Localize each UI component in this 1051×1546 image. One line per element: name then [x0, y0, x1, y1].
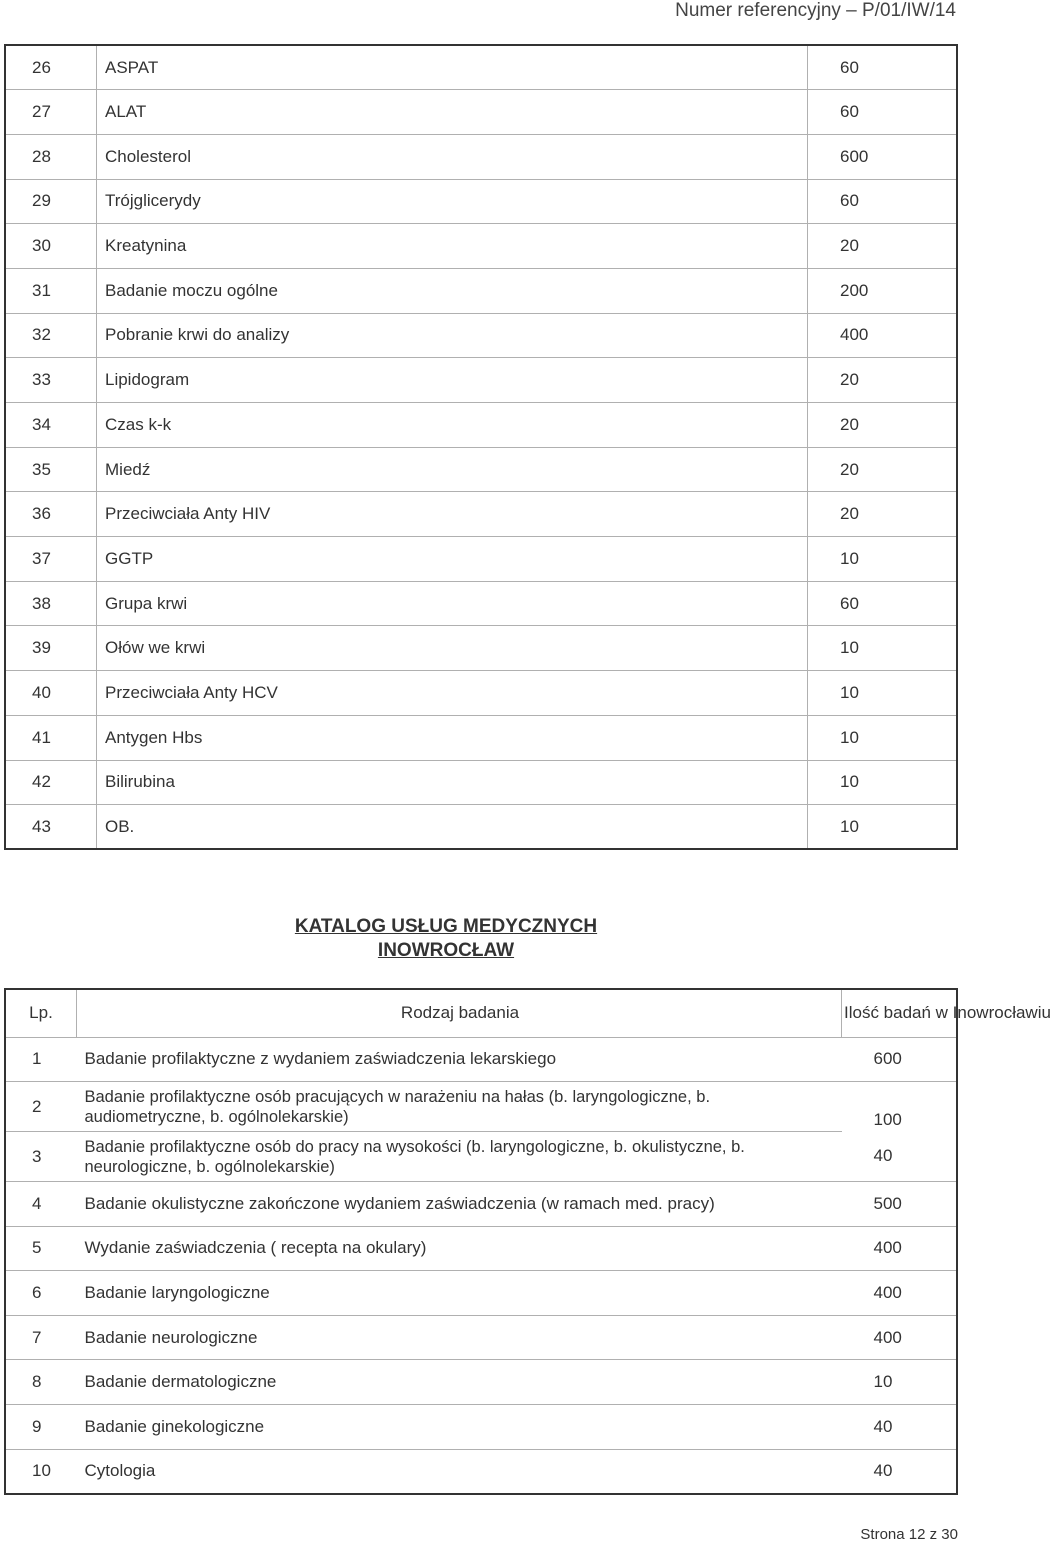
table-row [5, 1132, 957, 1182]
table-row [5, 715, 957, 760]
row-name: Wydanie zaświadczenia ( recepta na okulary) [77, 1226, 842, 1271]
row-qty: 10 [808, 760, 958, 805]
table-row [5, 179, 957, 224]
row-qty: 400 [842, 1271, 958, 1316]
table-row [5, 1360, 957, 1405]
reference-number: Numer referencyjny – P/01/IW/14 [675, 0, 956, 21]
table-row [5, 90, 957, 135]
table-row [5, 805, 957, 850]
table-row [5, 537, 957, 582]
table-row [5, 1226, 957, 1271]
row-lp: 30 [5, 224, 97, 269]
row-lp: 39 [5, 626, 97, 671]
row-lp: 40 [5, 671, 97, 716]
row-lp: 5 [5, 1226, 77, 1271]
table-row [5, 492, 957, 537]
medical-services-table [4, 988, 1051, 1495]
header-qty: Ilość badań w Inowrocławiu [842, 989, 958, 1037]
row-lp: 8 [5, 1360, 77, 1405]
row-name: Badanie neurologiczne [77, 1315, 842, 1360]
row-qty: 10 [808, 715, 958, 760]
row-name: Bilirubina [97, 760, 808, 805]
row-lp: 33 [5, 358, 97, 403]
page-number: Strona 12 z 30 [860, 1526, 958, 1543]
lab-tests-table-body [5, 45, 957, 849]
row-lp: 34 [5, 403, 97, 448]
table-row [5, 134, 957, 179]
row-name: Miedź [97, 447, 808, 492]
row-qty: 40 [842, 1132, 958, 1182]
row-qty: 10 [808, 671, 958, 716]
row-name: Przeciwciała Anty HCV [97, 671, 808, 716]
row-lp: 43 [5, 805, 97, 850]
row-qty: 20 [808, 358, 958, 403]
row-lp: 28 [5, 134, 97, 179]
catalog-title: KATALOG USŁUG MEDYCZNYCH [294, 916, 598, 937]
row-name: OB. [97, 805, 808, 850]
header-lp: Lp. [5, 989, 77, 1037]
row-name: Lipidogram [97, 358, 808, 403]
row-qty: 60 [808, 90, 958, 135]
header-name: Rodzaj badania [77, 989, 842, 1037]
row-lp: 42 [5, 760, 97, 805]
row-name: GGTP [97, 537, 808, 582]
row-qty: 10 [842, 1360, 958, 1405]
row-qty: 60 [808, 581, 958, 626]
row-qty: 400 [808, 313, 958, 358]
row-qty: 200 [808, 268, 958, 313]
table-row [5, 1182, 957, 1227]
table-row [5, 313, 957, 358]
row-name: Badanie profilaktyczne osób do pracy na wysokości (b. laryngologiczne, b. okulistyczne, b. neurologiczne, b. ogólnolekarskie) [77, 1132, 842, 1182]
row-lp: 36 [5, 492, 97, 537]
table-row [5, 1315, 957, 1360]
row-qty: 500 [842, 1182, 958, 1227]
row-qty: 20 [808, 224, 958, 269]
row-name: Badanie ginekologiczne [77, 1405, 842, 1450]
row-qty: 20 [808, 492, 958, 537]
row-lp: 37 [5, 537, 97, 582]
row-name: Badanie moczu ogólne [97, 268, 808, 313]
row-lp: 35 [5, 447, 97, 492]
row-lp: 2 [5, 1082, 77, 1132]
row-lp: 9 [5, 1405, 77, 1450]
table-row [5, 447, 957, 492]
row-lp: 26 [5, 45, 97, 90]
table-row [5, 1082, 957, 1132]
row-name: Cytologia [77, 1449, 842, 1494]
row-name: Kreatynina [97, 224, 808, 269]
row-qty: 40 [842, 1449, 958, 1494]
row-lp: 4 [5, 1182, 77, 1227]
row-name: Badanie laryngologiczne [77, 1271, 842, 1316]
row-lp: 6 [5, 1271, 77, 1316]
row-lp: 10 [5, 1449, 77, 1494]
row-qty: 600 [808, 134, 958, 179]
row-qty: 40 [842, 1405, 958, 1450]
table-row [5, 45, 957, 90]
table-row [5, 224, 957, 269]
row-name: ASPAT [97, 45, 808, 90]
row-name: Badanie okulistyczne zakończone wydaniem zaświadczenia (w ramach med. pracy) [77, 1182, 842, 1227]
table-row [5, 581, 957, 626]
table-row [5, 1449, 957, 1494]
row-qty: 10 [808, 626, 958, 671]
row-name: Cholesterol [97, 134, 808, 179]
row-qty: 60 [808, 179, 958, 224]
table-row [5, 1037, 957, 1082]
row-qty: 60 [808, 45, 958, 90]
row-name: Czas k-k [97, 403, 808, 448]
table-row [5, 1405, 957, 1450]
row-name: Antygen Hbs [97, 715, 808, 760]
row-lp: 3 [5, 1132, 77, 1182]
table-row [5, 268, 957, 313]
row-name: Grupa krwi [97, 581, 808, 626]
table-row [5, 671, 957, 716]
table-row [5, 760, 957, 805]
table-row [5, 1271, 957, 1316]
row-name: Ołów we krwi [97, 626, 808, 671]
table-header-row [5, 989, 957, 1037]
table-row [5, 626, 957, 671]
row-lp: 41 [5, 715, 97, 760]
row-qty: 600 [842, 1037, 958, 1082]
medical-services-table-body [5, 989, 1051, 1494]
row-name: Badanie profilaktyczne z wydaniem zaświadczenia lekarskiego [77, 1037, 842, 1082]
row-lp: 27 [5, 90, 97, 135]
row-name: Badanie profilaktyczne osób pracujących w narażeniu na hałas (b. laryngologiczne, b. audiometryczne, b. ogólnolekarskie) [77, 1082, 842, 1132]
row-lp: 1 [5, 1037, 77, 1082]
row-lp: 7 [5, 1315, 77, 1360]
row-lp: 29 [5, 179, 97, 224]
row-name: Przeciwciała Anty HIV [97, 492, 808, 537]
row-qty: 20 [808, 447, 958, 492]
row-qty: 10 [808, 805, 958, 850]
table-row [5, 403, 957, 448]
row-lp: 32 [5, 313, 97, 358]
row-qty: 20 [808, 403, 958, 448]
row-qty: 400 [842, 1315, 958, 1360]
row-name: Badanie dermatologiczne [77, 1360, 842, 1405]
catalog-city: INOWROCŁAW [377, 940, 515, 961]
row-qty: 100 [842, 1082, 958, 1132]
row-name: ALAT [97, 90, 808, 135]
row-qty: 10 [808, 537, 958, 582]
lab-tests-table [4, 44, 958, 850]
row-qty: 400 [842, 1226, 958, 1271]
row-lp: 31 [5, 268, 97, 313]
row-name: Pobranie krwi do analizy [97, 313, 808, 358]
table-row [5, 358, 957, 403]
row-lp: 38 [5, 581, 97, 626]
row-name: Trójglicerydy [97, 179, 808, 224]
